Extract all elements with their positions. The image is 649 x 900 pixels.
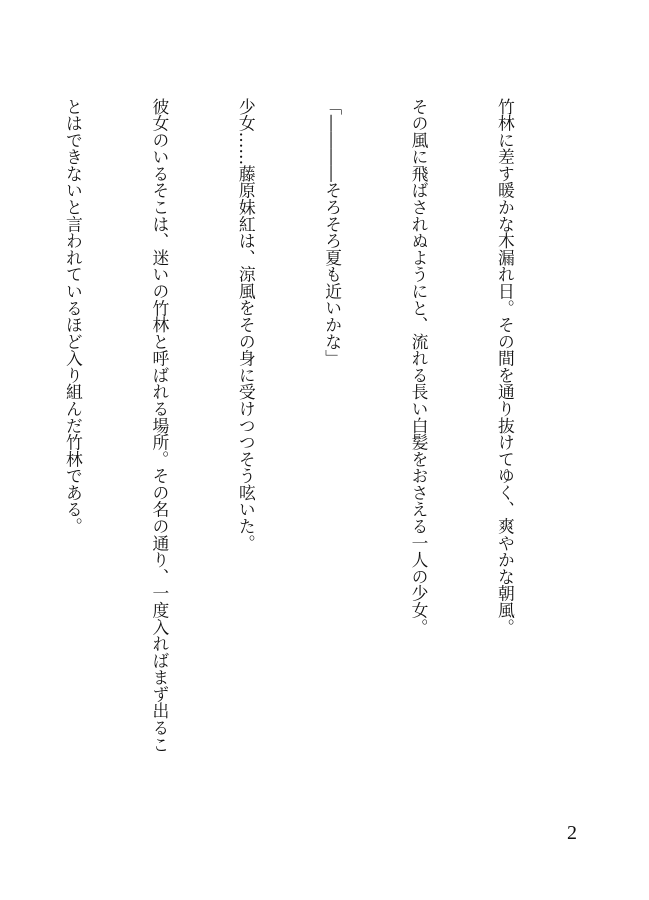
text-line: とはできないと言われているほど入り組んだ竹林である。 bbox=[63, 98, 84, 535]
text-line: 彼女のいるそこは、迷いの竹林と呼ばれる場所。その名の通り、一度入ればまず出るこ bbox=[149, 98, 170, 753]
text-line: 竹林に差す暖かな木漏れ日。その間を通り抜けてゆく、爽やかな朝風。 bbox=[495, 98, 516, 636]
text-line: その風に飛ばされぬようにと、流れる長い白髪をおさえる一人の少女。 bbox=[409, 98, 430, 636]
text-line: 「――――そろそろ夏も近いかな」 bbox=[322, 98, 343, 367]
text-line bbox=[0, 98, 1, 868]
body-text bbox=[0, 98, 577, 868]
page-number: 2 bbox=[567, 822, 577, 844]
text-line: 少女……藤原妹紅は、涼風をその身に受けつつそう呟いた。 bbox=[236, 98, 257, 552]
